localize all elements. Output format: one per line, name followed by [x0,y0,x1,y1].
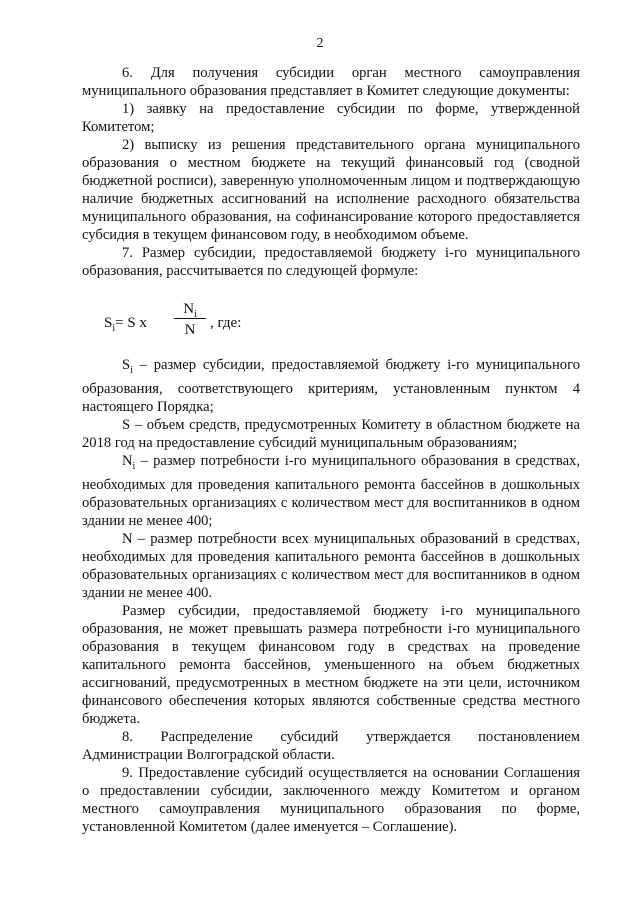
definition-si: $S_i$ – размер субсидии, предоставляемой бюджету i-го муниципального образования, соответствующего критериям, установленным пунктом 4 настоящего Порядка; [82,357,580,415]
formula-lhs: $S_i= S$ x [104,315,147,334]
definition-s: S – объем средств, предусмотренных Комитету в областном бюджете на 2018 год на предоставление субсидий муниципальным образованиям; [82,416,580,451]
formula-denominator: N [184,322,196,338]
paragraph-6-item-1: 1) заявку на предоставление субсидии по форме, утвержденной Комитетом; [82,101,580,135]
document-body [82,64,580,836]
paragraph-6-item-2: 2) выписку из решения представительного органа муниципального образования о местном бюджете на текущий финансовый год (сводной бюджетной росписи), заверенную уполномоченным лицом и подтверждающую наличие бюджетных ассигнований на исполнение расходного обязательства муниципального образования, на софинансирование которого предоставляется субсидия в текущем финансовом году, в необходимом объеме. [82,137,580,243]
formula-fraction [174,300,206,339]
paragraph-8: 8. Распределение субсидий утверждается постановлением Администрации Волгоградской области. [82,728,580,763]
definition-ni: $N_i$ – размер потребности i-го муниципального образования в средствах, необходимых для проведения капитального ремонта бассейнов в дошкольных образовательных организациях с количеством мест для воспитанников в одном здании не менее 400; [82,452,580,529]
formula-tail: , где: [210,315,242,331]
fraction-bar [174,318,206,319]
paragraph-subsidy-limit: Размер субсидии, предоставляемой бюджету i-го муниципального образования, не может превышать размера потребности i-го муниципального образования в текущем финансовом году в средствах на проведение капитального ремонта бассейнов, уменьшенного на объем бюджетных ассигнований, предусмотренных в местном бюджете на эти цели, источником финансового обеспечения которых являются собственные средства местного бюджета. [82,602,580,727]
subsidy-formula [82,294,580,354]
paragraph-9: 9. Предоставление субсидий осуществляется на основании Соглашения о предоставлении субсидии, заключенного между Комитетом и органом местного самоуправления муниципального образования по форме, установленной Комитетом (далее именуется – Соглашение). [82,764,580,835]
definition-n: N – размер потребности всех муниципальных образований в средствах, необходимых для проведения капитального ремонта бассейнов в дошкольных образовательных организациях с количеством мест для воспитанников в одном здании не менее 400. [82,530,580,601]
paragraph-6: 6. Для получения субсидии орган местного самоуправления муниципального образования представляет в Комитет следующие документы: [82,65,580,99]
paragraph-7: 7. Размер субсидии, предоставляемой бюджету i-го муниципального образования, рассчитывается по следующей формуле: [82,245,580,279]
page-number: 2 [316,36,324,51]
formula-numerator: $N_i$ [183,301,197,320]
